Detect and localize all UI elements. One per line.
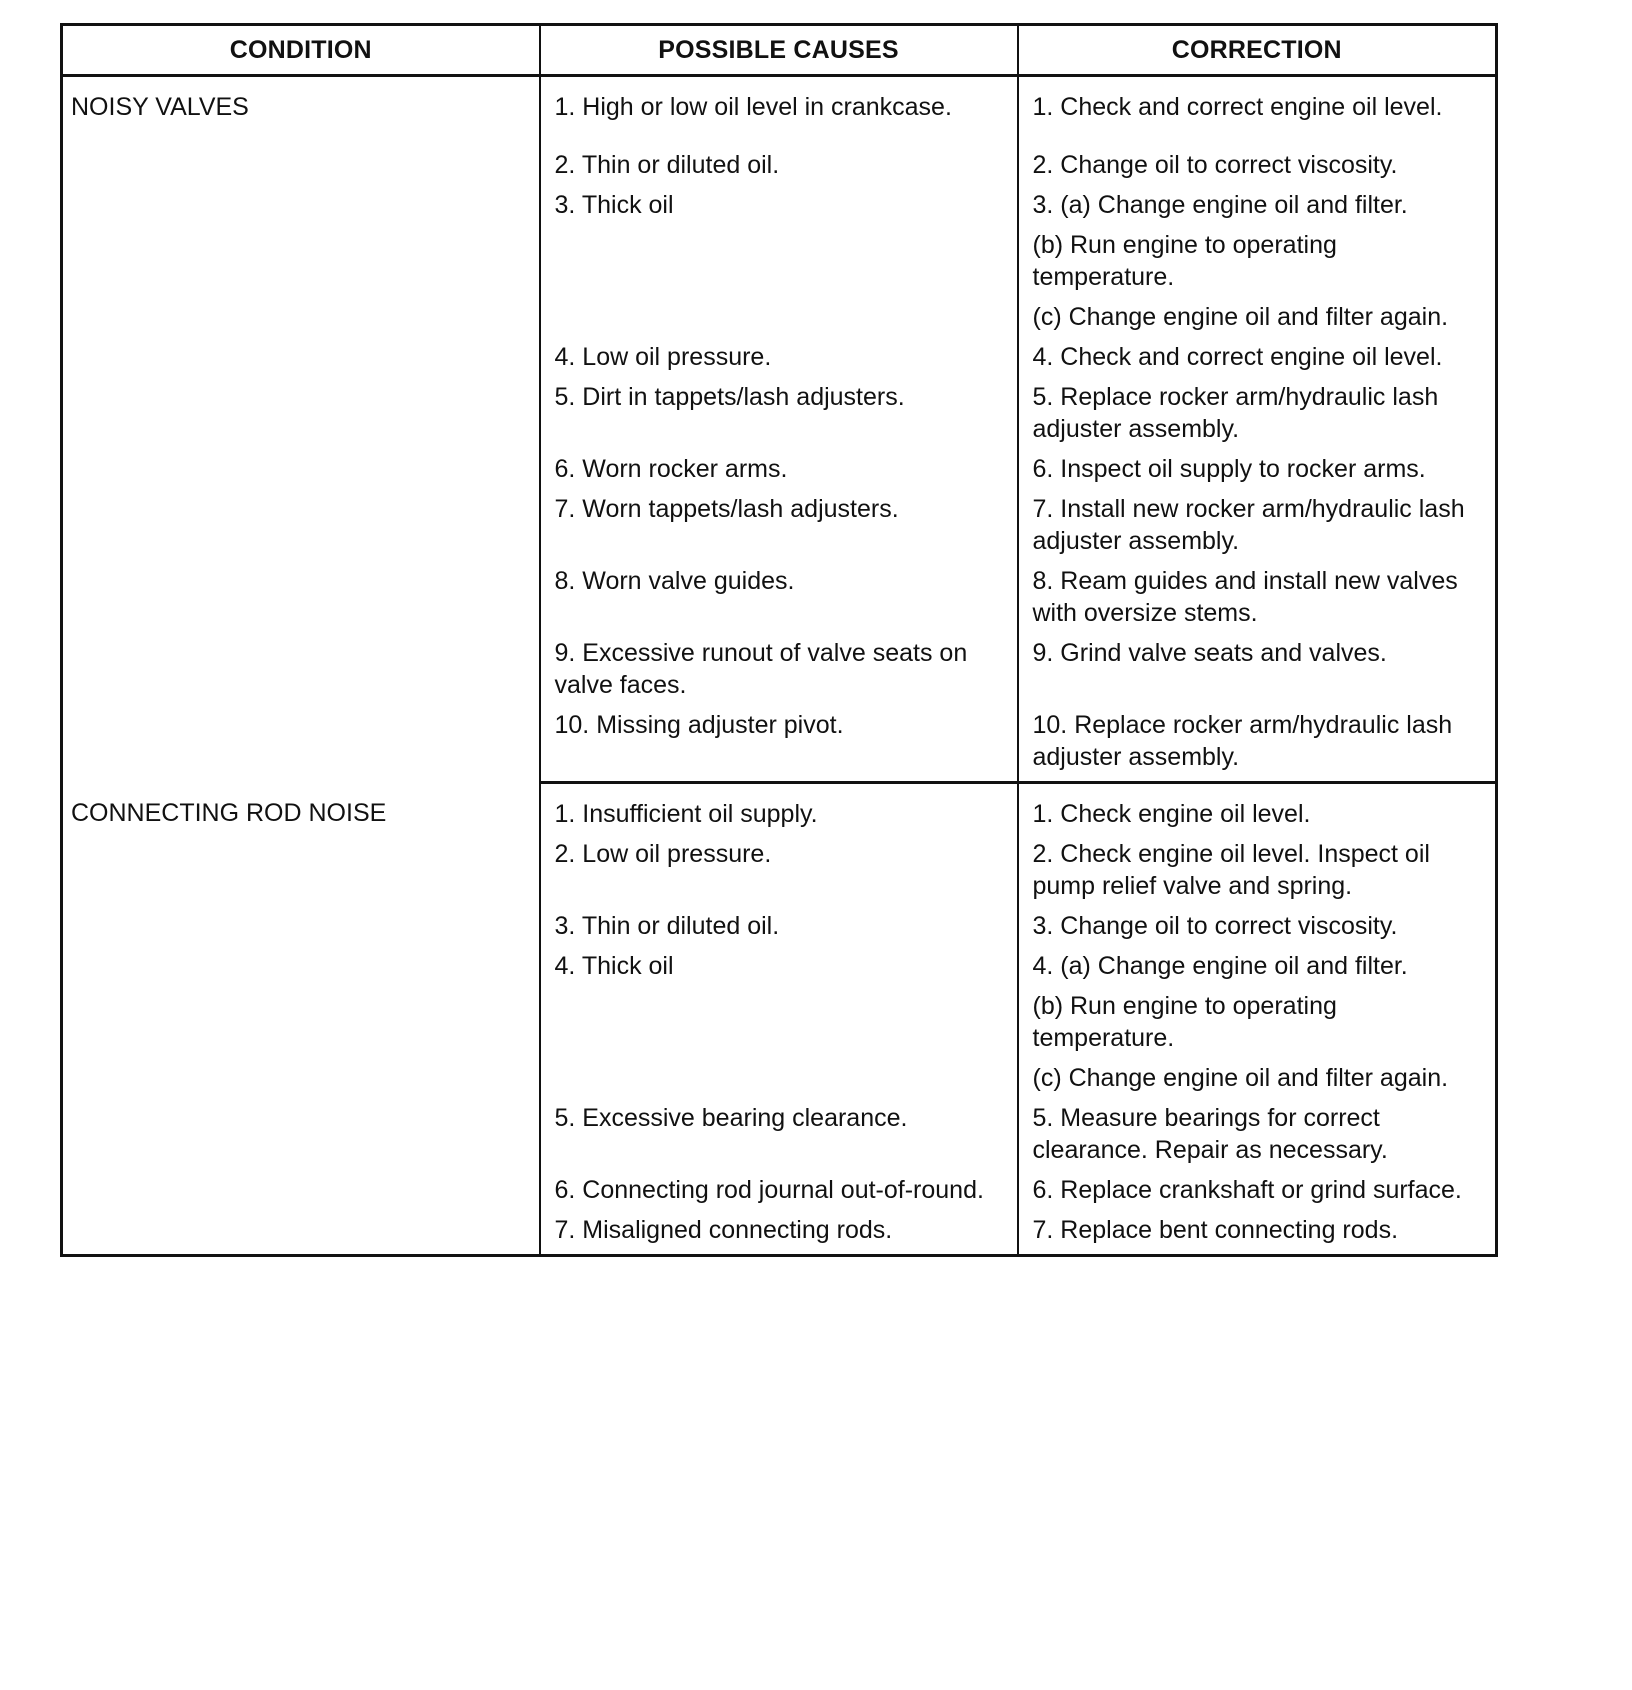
correction-step: 8. Ream guides and install new valves with oversize stems. [1032,567,1458,627]
correction-step: (c) Change engine oil and filter again. [1032,1064,1449,1092]
correction-cell [1018,381,1497,453]
correction-step: 10. Replace rocker arm/hydraulic lash adjuster assembly. [1032,711,1453,771]
correction-step: (c) Change engine oil and filter again. [1032,303,1449,331]
header-possible-causes: POSSIBLE CAUSES [540,25,1018,76]
correction-step: 6. Inspect oil supply to rocker arms. [1032,455,1426,483]
correction-step: 5. Measure bearings for correct clearance. Repair as necessary. [1032,1104,1388,1164]
possible-cause-cell: 7. Misaligned connecting rods. [540,1214,1018,1256]
possible-cause-cell: 1. High or low oil level in crankcase. [540,76,1018,132]
correction-cell [1018,493,1497,565]
possible-cause-cell: 4. Low oil pressure. [540,341,1018,381]
correction-step: 7. Install new rocker arm/hydraulic lash adjuster assembly. [1032,495,1465,555]
possible-cause-cell: 6. Worn rocker arms. [540,453,1018,493]
correction-cell [1018,910,1497,950]
correction-step: 4. Check and correct engine oil level. [1032,343,1443,371]
correction-cell [1018,950,1497,1102]
correction-step: 1. Check engine oil level. [1032,800,1311,828]
header-correction: CORRECTION [1018,25,1497,76]
correction-step: (b) Run engine to operating temperature. [1032,231,1337,291]
table-body [62,76,1497,1256]
table-row [62,783,1497,839]
possible-cause-cell: 9. Excessive runout of valve seats on valve faces. [540,637,1018,709]
correction-cell [1018,341,1497,381]
correction-cell [1018,189,1497,341]
table-row [62,76,1497,132]
correction-cell [1018,783,1497,839]
possible-cause-cell: 2. Thin or diluted oil. [540,131,1018,189]
correction-cell [1018,453,1497,493]
table-header [62,25,1497,76]
correction-step: 1. Check and correct engine oil level. [1032,93,1443,121]
possible-cause-cell: 8. Worn valve guides. [540,565,1018,637]
correction-step: 3. Change oil to correct viscosity. [1032,912,1398,940]
correction-step: 9. Grind valve seats and valves. [1032,639,1387,667]
possible-cause-cell: 3. Thick oil [540,189,1018,341]
possible-cause-cell: 5. Excessive bearing clearance. [540,1102,1018,1174]
condition-cell: CONNECTING ROD NOISE [62,783,540,1256]
correction-cell [1018,565,1497,637]
possible-cause-cell: 1. Insufficient oil supply. [540,783,1018,839]
header-row [62,25,1497,76]
correction-step: 4. (a) Change engine oil and filter. [1032,952,1408,980]
correction-step: 6. Replace crankshaft or grind surface. [1032,1176,1462,1204]
correction-step: (b) Run engine to operating temperature. [1032,992,1337,1052]
correction-step: 5. Replace rocker arm/hydraulic lash adjuster assembly. [1032,383,1439,443]
diagnosis-table [60,23,1498,1257]
possible-cause-cell: 7. Worn tappets/lash adjusters. [540,493,1018,565]
possible-cause-cell: 6. Connecting rod journal out-of-round. [540,1174,1018,1214]
correction-step: 2. Check engine oil level. Inspect oil pump relief valve and spring. [1032,840,1430,900]
correction-step: 7. Replace bent connecting rods. [1032,1216,1399,1244]
correction-cell [1018,76,1497,132]
possible-cause-cell: 3. Thin or diluted oil. [540,910,1018,950]
correction-cell [1018,637,1497,709]
correction-cell [1018,1214,1497,1256]
possible-cause-cell: 5. Dirt in tappets/lash adjusters. [540,381,1018,453]
condition-cell: NOISY VALVES [62,76,540,783]
header-condition: CONDITION [62,25,540,76]
possible-cause-cell: 10. Missing adjuster pivot. [540,709,1018,783]
correction-cell [1018,838,1497,910]
correction-step: 3. (a) Change engine oil and filter. [1032,191,1408,219]
possible-cause-cell: 4. Thick oil [540,950,1018,1102]
correction-cell [1018,1174,1497,1214]
correction-cell [1018,1102,1497,1174]
correction-step: 2. Change oil to correct viscosity. [1032,151,1398,179]
correction-cell [1018,131,1497,189]
possible-cause-cell: 2. Low oil pressure. [540,838,1018,910]
correction-cell [1018,709,1497,783]
